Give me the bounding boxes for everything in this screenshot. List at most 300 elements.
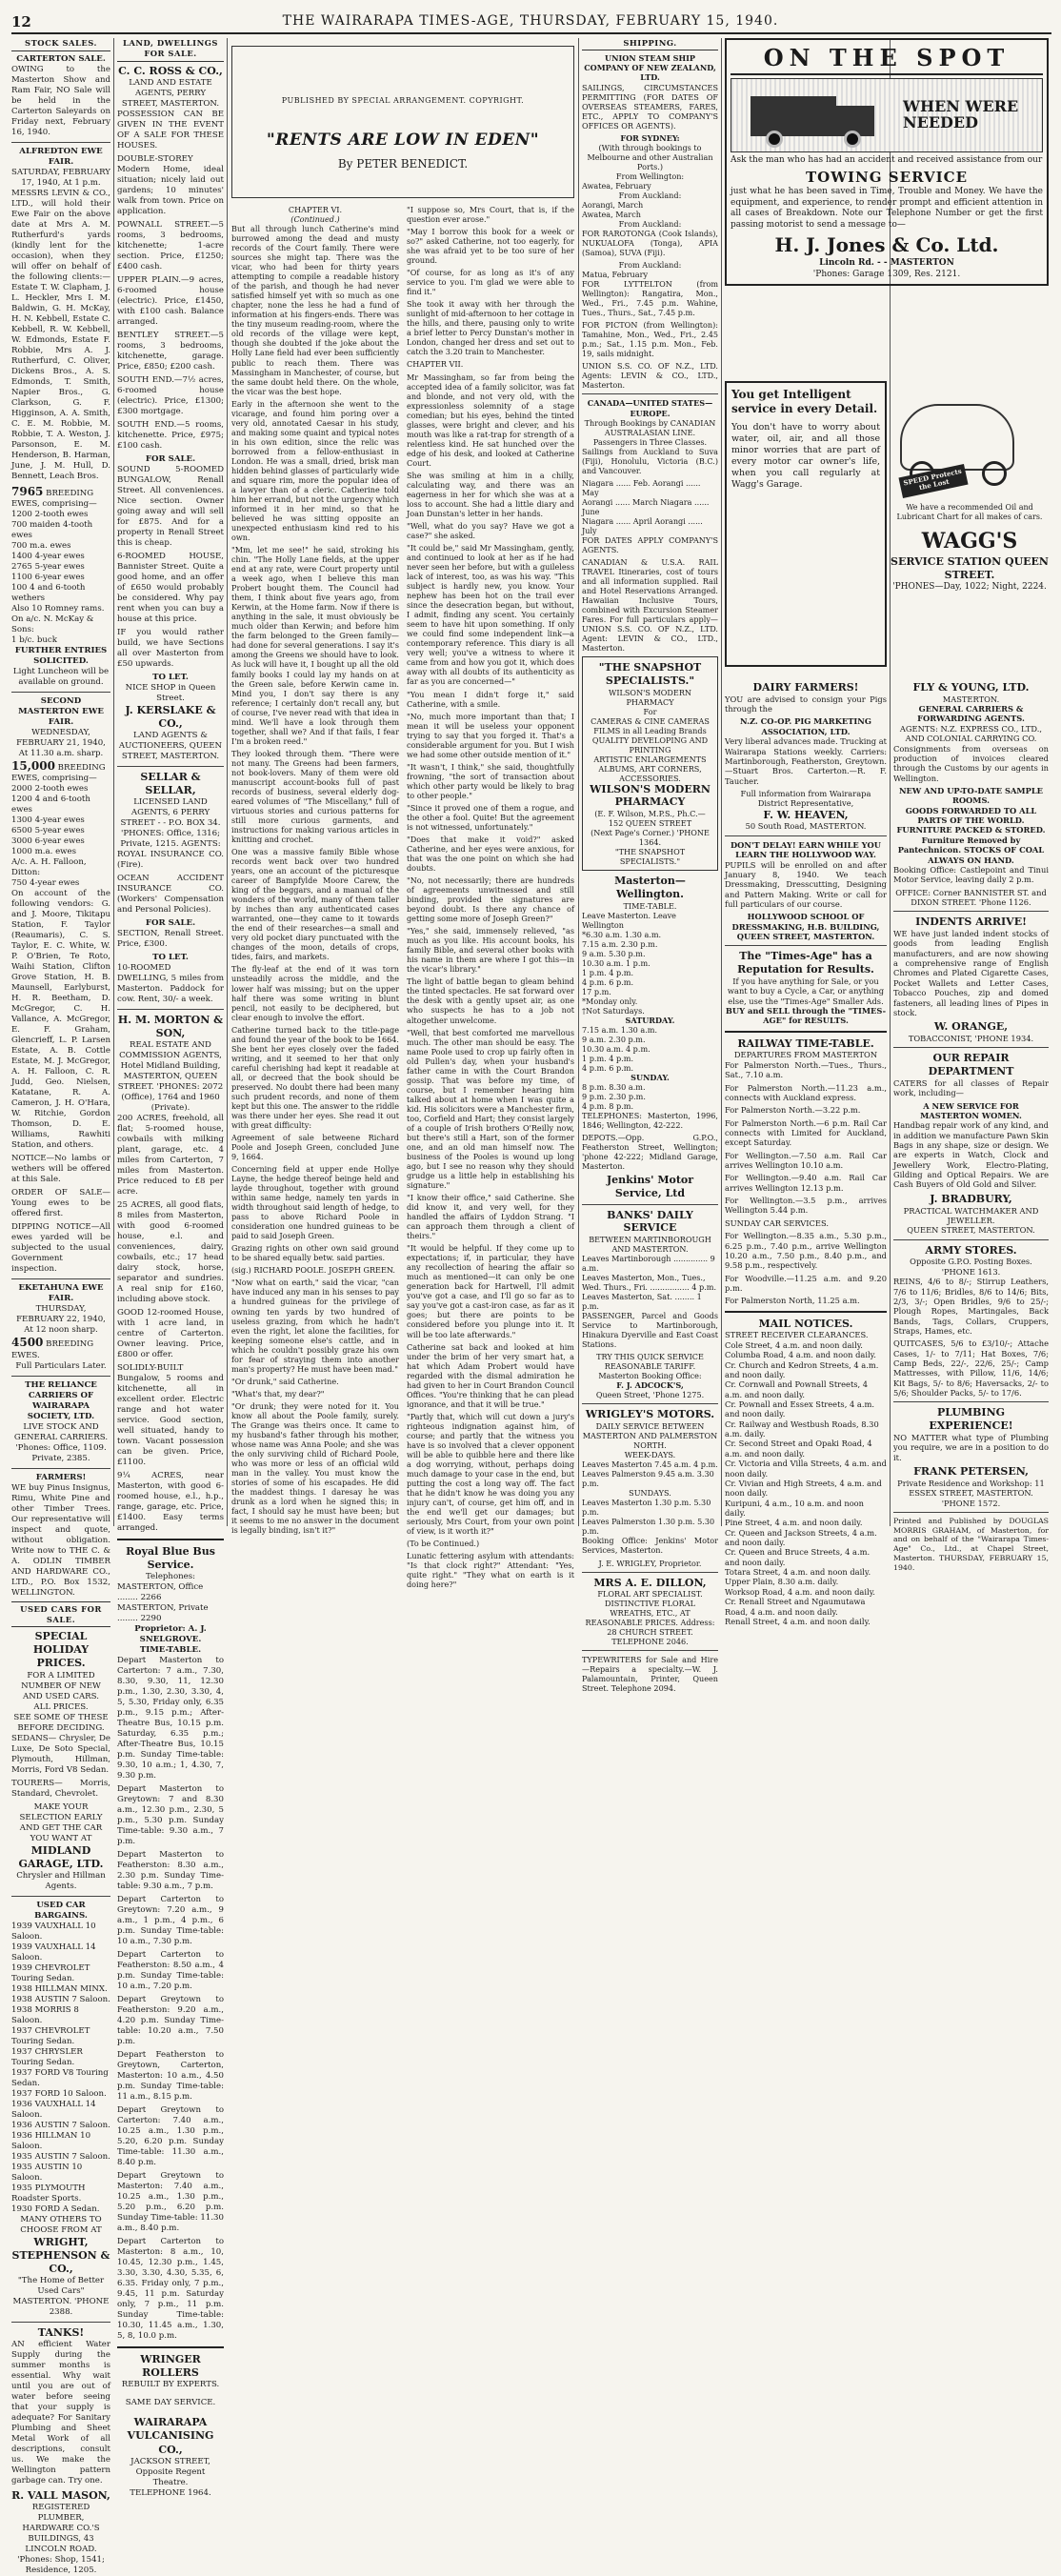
dairy-assoc: N.Z. CO-OP. PIG MARKETING ASSOCIATION, LTD.	[740, 716, 871, 736]
see-some: SEE SOME OF THESE BEFORE DECIDING.	[13, 1712, 109, 1733]
timetable-row: SUNDAY CAR SERVICES.	[725, 1218, 829, 1228]
pupils: PUPILS will be enrolled on and after January 8, 1940. We teach Dressmaking, Dresscutting, Designing and Pattern Making. Write or call for full particulars of our course.	[725, 859, 887, 909]
timetable-row: Leaves Palmerston 1.30 p.m. 5.30 p.m.	[582, 1517, 715, 1537]
timetable-row: 4 p.m. 6 p.m.	[582, 1063, 634, 1074]
wright-sub: "The Home of Better Used Cars"	[17, 2275, 105, 2296]
bus-time-row: Depart Greytown to Masterton: 7.40 a.m., 10.25 a.m., 1.30 p.m., 5.20 p.m., 6.20 p.m. Sunday Time-table: 11.30 a.m., 8.40 p.m.	[117, 2171, 224, 2234]
story-paragraph: CHAPTER VII.	[407, 359, 464, 370]
mason-sub: REGISTERED PLUMBER, HARDWARE CO.'S BUILDINGS, 43 LINCOLN ROAD.	[22, 2503, 100, 2555]
mw-title: Masterton—Wellington.	[614, 875, 686, 900]
listing-item: 200 ACRES, freehold, all flat; 5-roomed house, cowbails with milking plant, garage, etc. 4 miles from Carterton, 7 miles from Masterton. Price reduced to £8 per acre.	[117, 1114, 224, 1197]
eketahuna-count: 4500	[11, 1336, 44, 1350]
on-the-spot: ON THE SPOT	[731, 44, 1043, 75]
timetable-row: For Palmerston North.—11.23 a.m., connects with Auckland express.	[725, 1082, 887, 1102]
timetable-row: Cr. Queen and Bruce Streets, 4 a.m. and noon daily.	[725, 1547, 871, 1567]
list-item: 2000 2-tooth ewes	[11, 784, 89, 795]
intelligent-service: You get Intelligent service in every Detail.	[731, 388, 878, 415]
reliance-title: THE RELIANCE CARRIERS OF WAIRARAPA SOCIETY, LTD.	[25, 1379, 97, 1421]
list-item: 1936 VAUXHALL 14 Saloon.	[11, 2099, 96, 2120]
timetable-row: Leaves Masterton 1.30 p.m. 5.30 p.m.	[582, 1498, 711, 1518]
plumbing-body: NO MATTER what type of Plumbing you require, we are in a position to do it.	[893, 1432, 1049, 1462]
wrigley-sub: DAILY SERVICE BETWEEN MASTERTON AND PALMERSTON NORTH.	[582, 1421, 718, 1451]
second-fair-date: WEDNESDAY, FEBRUARY 21, 1940, At 11.30 a.m. sharp.	[16, 728, 106, 759]
timetable-row: For Wellington.—9.40 a.m. Rail Car arrives Wellington 12.13 p.m.	[725, 1173, 887, 1193]
matua: Matua, February	[582, 270, 649, 280]
timetable-row: Upper Plain, 8.30 a.m. daily.	[725, 1577, 839, 1587]
timetable-row: Leaves Masterton, Mon., Tues., Wed. Thurs., Fri. ................ 4 p.m.	[582, 1273, 717, 1293]
alfredton-date: SATURDAY, FEBRUARY 17, 1940, At 1 p.m.	[11, 167, 110, 188]
hj-phone: 'Phones: Garage 1309, Res. 2121.	[812, 269, 961, 279]
story-paragraph: Grazing rights on other own said ground to be shared equally betw. said parties.	[231, 1243, 399, 1263]
luncheon-note: Light Luncheon will be available on ground.	[12, 667, 110, 688]
story-paragraph: Concerning field at upper ende Hollye Layne, the hedge thereof beinge held and layde throughout, together with ground within same hedge, namely ten yards in width throughout said length of hedge, to pass to above Richard Poole in consideration one hundred guineas to be paid to said Joseph Green.	[231, 1164, 399, 1241]
ask-the-man: Ask the man who has had an accident and received assistance from our	[731, 154, 1043, 165]
tourers-list: TOURERS— Morris, Standard, Chevrolet.	[11, 1778, 110, 1799]
ewes-list	[11, 510, 110, 646]
list-item: 1200 4 and 6-tooth ewes	[11, 795, 90, 815]
list-item: 1937 FORD V8 Touring Sedan.	[11, 2067, 109, 2088]
list-item: QUALITY DEVELOPING AND PRINTING	[591, 735, 709, 755]
bradbury: J. BRADBURY,	[930, 1192, 1012, 1205]
list-item: 1939 VAUXHALL 14 Saloon.	[11, 1942, 96, 1962]
story-paragraph: She was smiling at him in a chilly, calculating way, and there was an eagerness in her for which she was at a loss to account. She had a little diary and Joan Dunstan's letter in her hands.	[407, 470, 574, 518]
dillon-title: MRS A. E. DILLON,	[593, 1576, 707, 1589]
story-author: By PETER BENEDICT.	[337, 157, 469, 171]
story-paragraph: (sig.) RICHARD POOLE. JOSEPH GREEN.	[231, 1265, 395, 1276]
story-paragraph: Lunatic fettering asylum with attendants: "Is that clock right?" Attendant: "Yes, quite right." "They what on earth is it doing here?"	[407, 1551, 574, 1590]
wrigley-booking: Booking Office: Jenkins' Motor Services, Masterton.	[582, 1536, 718, 1556]
sailing-row: Niagara ...... April Aorangi ...... July	[582, 515, 703, 535]
farmers-body: WE buy Pinus Insignus, Rimu, White Pine and other Timber Trees. Our representative will inspect and quote, without obligation. Write now to THE C. & A. ODLIN TIMBER AND HARDWARE CO., LTD., P.O. Box 1532, WELLINGTON.	[11, 1482, 110, 1598]
timetable-row: Renall Street, 4 a.m. and noon daily.	[725, 1616, 871, 1626]
farmers-title: FARMERS!	[35, 1472, 87, 1482]
wrigley-sun-rows	[582, 1498, 718, 1536]
list-item: 1300 4-year ewes	[11, 815, 85, 826]
chapter-six: CHAPTER VI.	[288, 205, 343, 214]
indents-title: INDENTS ARRIVE!	[915, 916, 1027, 929]
from-auckland-2: From Auckland:	[618, 218, 682, 229]
snapshot-list	[587, 716, 713, 783]
wringer-sub: REBUILT BY EXPERTS.	[121, 2380, 220, 2390]
carterton-title: CARTERTON SALE.	[16, 53, 106, 64]
timetable-row: 10.30 a.m. 1 p.m.	[582, 957, 651, 968]
timetable-row: 9 p.m. 2.30 p.m.	[582, 1092, 646, 1102]
list-item: Also 10 Romney rams.	[11, 604, 105, 614]
waggs-title: WAGG'S	[921, 529, 1018, 554]
bradbury-sub: PRACTICAL WATCHMAKER AND JEWELLER.	[903, 1205, 1039, 1225]
list-item: 1935 PLYMOUTH Roadster Sports.	[11, 2183, 86, 2204]
ocean-insurance: OCEAN ACCIDENT INSURANCE CO. (Workers' Compensation and Personal Policies).	[117, 873, 224, 915]
times-age-body: If you have anything for Sale, or you want to buy a Cycle, a Car, or anything else, use the "Times-Age" Smaller Ads.	[727, 976, 885, 1006]
army-body: REINS, 4/6 to 8/-; Stirrup Leathers, 7/6 to 11/6; Bridles, 8/6 to 14/6; Bits, 2/3, 3/-; Open Bridles, 9/6 to 25/-; Plough Ropes, Martingales, Back Bands, Tags, Collars, Cruppers, Straps, Hames, etc.	[893, 1277, 1049, 1336]
story-paragraph: (To be Continued.)	[407, 1539, 480, 1549]
repair-title: OUR REPAIR DEPARTMENT	[928, 1052, 1014, 1078]
lyttelton: FOR LYTTELTON (from Wellington): Rangatira, Mon., Wed., Fri., 7.45 p.m. Wahine, Tues., Thurs., Sat., 7.45 p.m.	[582, 279, 718, 318]
story-paragraph: "Well, that best comforted me marvellous much. The other man should be easy. The name Poole used to crop up fairly often in old Pullen's day, when your husband's father came in with the Court Brandon gossip. That was before my time, of course, but I remember hearing him talked about at home when I was quite a kid. His solicitors were a Manchester firm, too, Corfield and Hart; they consist largely of a couple of Irish brothers O'Reilly now, but there's still a Hart, son of the former one, and an old man himself now. The business of the Pooles is wound up long ago, but I see no reason why they should grudge us a little help in establishing his signature."	[407, 1027, 574, 1191]
timetable-row: 1 p.m. 4 p.m.	[582, 967, 634, 977]
mw-cols: Leave Masterton. Leave Wellington	[582, 910, 676, 930]
special-holiday: SPECIAL HOLIDAY PRICES.	[32, 1630, 90, 1670]
quitcases: QUITCASES, 5/6 to £3/10/-; Attache Cases, 1/- to 7/11; Hat Boxes, 7/6; Camp Beds, 22/-, 22/6, 25/-; Camp Mattresses, with Pillow, 11/6, 14/6; Kit Bags, 5/- to 8/6; Haversacks, 2/- to 5/6; Shoulder Packs, 5/- to 17/6.	[893, 1338, 1049, 1399]
eketahuna-note: Full Particulars Later.	[15, 1360, 107, 1371]
newspaper-title: THE WAIRARAPA TIMES-AGE, THURSDAY, FEBRUARY 15, 1940.	[282, 13, 779, 29]
listing-item: IF you would rather build, we have Sections all over Masterton from £50 upwards.	[117, 627, 224, 669]
timetable-row: Cr. Church and Kedron Streets, 4 a.m. and noon daily.	[725, 1359, 879, 1379]
timetable-row: 10.30 a.m. 4 p.m.	[582, 1044, 651, 1055]
dipping-notice: DIPPING NOTICE—All ewes yarded will be subjected to the usual Government inspection.	[11, 1222, 110, 1275]
list-item: 6500 5-year ewes	[11, 826, 85, 836]
midland-sub: Chrysler and Hillman Agents.	[16, 1870, 106, 1891]
speed-tag: SPEED Protects the Lost	[898, 464, 968, 498]
story-paragraph: She took it away with her through the sunlight of mid-afternoon to her cottage in the hills, and there, pausing only to write a brief letter to Percy Dunstan's mother in London, changed her dress and set out to catch the 3.20 train to Manchester.	[407, 299, 574, 357]
morton-sub: REAL ESTATE AND COMMISSION AGENTS, Hotel Midland Building, MASTERTON, QUEEN STREET. 'PHONES: 2072 (Office), 1764 and 1960 (Private).	[117, 1040, 224, 1114]
list-item: 1939 CHEVROLET Touring Sedan.	[11, 1962, 90, 1983]
second-fair-title: SECOND MASTERTON EWE FAIR.	[18, 696, 104, 728]
heaven-address: 50 South Road, MASTERTON.	[745, 821, 867, 832]
story-paragraph: "May I borrow this book for a week or so?" asked Catherine, not too eagerly, for she was afraid yet to be too sure of her ground.	[407, 227, 574, 266]
weekdays: WEEK-DAYS.	[624, 1450, 676, 1460]
story-title: "RENTS ARE LOW IN EDEN"	[266, 131, 540, 150]
timetable-row: For Wellington.—3.5 p.m., arrives Wellington 5.44 p.m.	[725, 1196, 887, 1216]
bus-time-row: Depart Carterton to Masterton: 8 a.m., 10, 10.45, 12.30 p.m., 1.45, 3.30, 3.30, 4.30, 5.35, 6, 6.35. Friday only, 7 p.m., 9.45, 11 p.m. Saturday only, 7 p.m., 11 p.m. Sunday Time-table: 10.30, 11.45 a.m., 1.30, 5, 8, 10.0 p.m.	[117, 2237, 224, 2342]
list-item: 1937 FORD 10 Saloon.	[11, 2088, 107, 2099]
timetable-row: 9 a.m. 5.30 p.m.	[582, 948, 646, 958]
plumbing-title: PLUMBING EXPERIENCE!	[929, 1406, 1013, 1433]
listing-item: 25 ACRES, all good flats, 8 miles from Masterton, with good 6-roomed house, e.l. and conveniences, dairy, cowbails, etc.; 17 head dairy stock, horse, separator and sundries. A real snip for £160, including above stock.	[117, 1200, 224, 1305]
bus-time-row: Depart Carterton to Greytown: 7.20 a.m., 9 a.m., 1 p.m., 4 p.m., 6 p.m. Sunday Time-table: 10 a.m., 7.30 p.m.	[117, 1895, 224, 1947]
column-rule	[578, 38, 579, 1526]
ross-sub: LAND AND ESTATE AGENTS, PERRY STREET, MASTERTON.	[121, 77, 220, 109]
bus-time-row: Depart Carterton to Featherston: 8.50 a.m., 4 p.m. Sunday Time-table: 10 a.m., 7.20 p.m.	[117, 1950, 224, 1992]
typewriters: TYPEWRITERS for Sale and Hire—Repairs a specialty.—W. J. Palamountain, Printer, Queen Street. Telephone 2094.	[582, 1655, 718, 1694]
fly-new: NEW AND UP-TO-DATE SAMPLE ROOMS.	[898, 785, 1044, 806]
list-item: 1936 HILLMAN 10 Saloon.	[11, 2130, 91, 2151]
story-paragraph: They looked through them. "There were not many. The Greens had been farmers, not book-lovers. Many of them were old manuscript account-books full of past records of business, several elderly dog-eared volumes of "The Miscellany," full of virtuous stories and curious patterns for still more curious garments, and instructions for making various articles in knitting and crochet.	[231, 748, 399, 845]
same-day: SAME DAY SERVICE.	[125, 2398, 216, 2408]
niagara-schedule	[582, 478, 718, 535]
bargains-title: USED CAR BARGAINS.	[34, 1900, 88, 1921]
fly-office: OFFICE: Corner BANNISTER ST. and DIXON STREET. 'Phone 1126.	[895, 887, 1047, 907]
story-paragraph: "Of course, for as long as it's of any service to you. I'm glad we were able to find it."	[407, 268, 574, 297]
story-paragraph: "Does that make it void?" asked Catherine, and her eyes were anxious, for that was the one point on which she had doubts.	[407, 834, 574, 874]
dairy-info: Full information from Wairarapa District Representative,	[740, 788, 871, 809]
column-rule	[113, 38, 114, 1526]
passengers: Passengers in Three Classes.	[592, 436, 708, 447]
imprint: Printed and Published by DOUGLAS MORRIS GRAHAM, of Masterton, for and on behalf of the "Wairarapa Times-Age" Co., Ltd., at Chapel Street, Masterton. THURSDAY, FEBRUARY 15, 1940.	[893, 1516, 1049, 1572]
timetable-row: For Woodville.—11.25 a.m. and 9.20 p.m.	[725, 1273, 887, 1293]
from-auckland-3: From Auckland:	[618, 260, 682, 271]
bus-time-row: Depart Greytown to Carterton: 7.40 a.m., 10.25 a.m., 1.30 p.m., 5.20, 6.20 p.m. Sunday Time-table: 11.30 a.m., 8.40 p.m.	[117, 2105, 224, 2168]
second-body: On account of the following vendors: G. and J. Moore, Tikitapu Station, F. Taylor (Reaumaris), C. S. Taylor, E. C. White, W. P. O'Brien, Te Roto, Waihi Station, Clifton Grove Station, H. B. Maunsell, Earlyburst, H. R. Beetham, D. McGregor, C. H. Vallance, A. McGregor, E. F. Graham, Glencrieff, L. P. Larsen Estate, A. B. Cottle Estate, M. J. McGregor, A. H. Falloon, C. R. Judd, Geo. Nielsen, Katatane, R. A. Cameron, J. H. O'Hara, W. Ritchie, Gordon Thomson, D. E. Williams, Rawhiti Station, and others.	[11, 889, 110, 1151]
wright-stephenson: WRIGHT, STEPHENSON & CO.,	[11, 2235, 110, 2275]
vulcanising-opp: Opposite Regent Theatre.	[135, 2466, 206, 2487]
sedans-list: SEDANS— Chrysler, De Luxe, De Soto Special, Plymouth, Hillman, Morris, Ford V8 Sedan.	[11, 1733, 110, 1775]
motoring-column	[725, 38, 1049, 352]
list-item: FILMS in all Leading Brands	[593, 725, 707, 735]
serial-header-box	[231, 46, 574, 198]
make-selection: MAKE YOUR SELECTION EARLY AND GET THE CAR YOU WANT AT	[19, 1801, 103, 1843]
canadian-rail: CANADIAN & U.S.A. RAIL TRAVEL Itineraries, cost of tours and all information supplied. Rail and Hotel Reservations Arranged. Hawaiian Inclusive Tours, combined with Excursion Steamer Fares. For full particulars apply— UNION S.S. CO. OF N.Z., LTD. Agent: LEVIN & CO., LTD., Masterton.	[582, 556, 718, 654]
dillon-sub: FLORAL ART SPECIALIST.	[597, 1589, 703, 1600]
sailing-row: Niagara ...... Feb. Aorangi ...... May	[582, 477, 701, 497]
awatea-march: Awatea, March	[582, 209, 641, 219]
list-item: 1930 FORD A Sedan.	[11, 2204, 100, 2214]
dont-delay: DON'T DELAY! EARN WHILE YOU LEARN THE HOLLYWOOD WAY.	[730, 839, 882, 860]
timetable-row: Cr. Railway and Westbush Roads, 8.30 a.m. daily.	[725, 1419, 879, 1439]
listing-item: 6-ROOMED HOUSE, Bannister Street. Quite a good home, and an offer of £650 would probably be considered. Why pay rent when you can buy a house at this price.	[117, 551, 224, 624]
eketahuna-date: THURSDAY, FEBRUARY 22, 1940, At 12 noon sharp.	[16, 1304, 106, 1336]
list-item: 1939 VAUXHALL 10 Saloon.	[11, 1921, 96, 1942]
timetable-row: Cr. Renall Street and Ngaumutawa Road, 4 a.m. and noon daily.	[725, 1597, 866, 1617]
wringer-title: WRINGER ROLLERS	[140, 2353, 201, 2380]
list-item: 1935 AUSTIN 7 Saloon.	[11, 2151, 110, 2162]
story-text-b	[407, 205, 574, 1589]
story-column-b	[407, 205, 574, 1590]
towing-service: TOWING SERVICE	[805, 169, 969, 187]
timetable-row: Cr. Victoria and Villa Streets, 4 a.m. and noon daily.	[725, 1459, 887, 1479]
phone-line: MASTERTON, Office ........ 2266	[117, 1582, 204, 1603]
sellar-sub: LICENSED LAND AGENTS, 6 PERRY STREET - - P.O. BOX 34. 'PHONES: Office, 1316; Private, 1215. AGENTS:	[120, 796, 221, 849]
fly-young-title: FLY & YOUNG, LTD.	[912, 681, 1030, 694]
story-paragraph: Early in the afternoon she went to the vicarage, and found him poring over a very old, annotated Caesar in his study, and making some quaint and typical notes in his own edition, since the relic was borrowed from a fellow-enthusiast in London. He was a small, dried, brisk man hidden behind glasses of particularly wide and square rim, more the popular idea of a lawyer than of a cleric. Catherine told him her errand, but not the urgency which informed it in her mind, so that he believed he was sitting opposite an unexpected enthusiasm kind red to his own.	[231, 398, 399, 543]
timetable-row: Cr. Second Street and Opaki Road, 4 a.m. and noon daily.	[725, 1439, 872, 1459]
wrigley-title: WRIGLEY'S MOTORS.	[585, 1408, 715, 1421]
many-others: MANY OTHERS TO CHOOSE FROM AT	[20, 2214, 102, 2235]
bus-time-row: Depart Masterton to Featherston: 8.30 a.m., 2.30 p.m. Sunday Time-table: 9.30 a.m., 7 p.m.	[117, 1850, 224, 1892]
story-paragraph: "Since it proved one of them a rogue, and the other a fool. Quite! But the agreement is not witnessed, unfortunately."	[407, 802, 574, 832]
list-item: 1937 CHRYSLER Touring Sedan.	[11, 2046, 83, 2067]
timetable-row: Pine Street, 4 a.m. and noon daily.	[725, 1518, 863, 1528]
story-paragraph: Catherine turned back to the title-page and found the year of the book to be 1664. She bent her eyes closely over the faded writing, and it seemed to her that only careful cherishing had kept it readable at all, or decreed that the book should be preserved. No doubt there had been many such prudent records, and none of them kept but this one. The answer to the riddle was there under her eyes. She read it out with great difficulty:	[231, 1024, 399, 1130]
list-item: 1400 4-year ewes	[11, 552, 85, 562]
for-sale-heading: FOR SALE.	[145, 453, 196, 464]
listing-item: POWNALL STREET.—5 rooms, 3 bedrooms, kitchenette; 1-acre section. Price, £1250; £400 cash.	[117, 219, 224, 272]
dillon-body: DISTINCTIVE FLORAL WREATHS, ETC., AT REASONABLE PRICES. Address: 28 CHURCH STREET. TELEPHONE 2046.	[585, 1599, 715, 1647]
listing-item: SOUTH END.—5 rooms, kitchenette. Price, £975; £100 cash.	[117, 419, 224, 451]
timetable-row: 4 p.m. 6 p.m.	[582, 976, 634, 987]
timetable-row: For Palmerston North.—Tues., Thurs., Sat., 7.10 a.m.	[725, 1059, 887, 1080]
list-item: On a/c. N. McKay & Sons:	[11, 614, 94, 635]
try-service: TRY THIS QUICK SERVICE REASONABLE TARIFF.	[596, 1352, 704, 1372]
timetable-row: For Wellington.—8.35 a.m., 5.30 p.m., 6.25 p.m., 7.40 p.m., arrive Wellington 10.20 a.m., 7.50 p.m., 8.40 p.m., and 9.58 p.m., respectively.	[725, 1231, 887, 1271]
rarotonga: FOR RAROTONGA (Cook Islands), NUKUALOFA (Tonga), APIA (Samoa), SUVA (Fiji).	[582, 228, 718, 258]
timetable-row: Cr. Pownall and Essex Streets, 4 a.m. and noon daily.	[725, 1399, 874, 1419]
listing-item: POSSESSION CAN BE GIVEN IN THE EVENT OF A SALE FOR THESE HOUSES.	[117, 109, 224, 151]
canada-title: CANADA—UNITED STATES—EUROPE.	[587, 398, 713, 418]
to-let-heading: TO LET.	[152, 672, 189, 682]
listing-item: GOOD 12-roomed House, with 1 acre land, in centre of Carterton. Owner leaving. Price, £800 or offer.	[117, 1308, 224, 1360]
vulcanising-street: JACKSON STREET,	[130, 2456, 210, 2466]
sellar-for-sale: FOR SALE.	[145, 917, 196, 928]
wilsons-tag: "THE SNAPSHOT SPECIALISTS."	[614, 847, 686, 867]
buy-sell: BUY and SELL through the "TIMES-AGE" for RESULTS.	[725, 1005, 887, 1026]
bradbury-address: QUEEN STREET, MASTERTON.	[907, 1225, 1035, 1236]
kerslake-title: J. KERSLAKE & CO.,	[125, 703, 216, 730]
story-paragraph: "It wasn't, I think," she said, thoughtfully frowning, "the sort of transaction about which other party would be likely to brag to other people."	[407, 761, 574, 800]
awatea-feb: Awatea, February	[582, 180, 651, 191]
mw-telephones: TELEPHONES: Masterton, 1996, 1846; Wellington, 42-222.	[582, 1111, 718, 1131]
services-column	[893, 681, 1049, 1572]
listing-item: BENTLEY STREET.—5 rooms, 3 bedrooms, kitchenette, garage. Price, £850; £200 cash.	[117, 330, 224, 372]
orange-sub: TOBACCONIST, 'PHONE 1934.	[908, 1034, 1034, 1044]
phone-line: MASTERTON, Private ........ 2290	[117, 1603, 209, 1624]
list-item: 1000 m.a. ewes	[11, 847, 77, 857]
car-illustration	[891, 385, 1049, 499]
land-dwellings-column	[117, 38, 224, 2498]
royal-blue-tel: Telephones:	[145, 1572, 196, 1582]
royal-blue-prop: Proprietor: A. J. SNELGROVE.	[134, 1624, 207, 1645]
fly-goods: GOODS FORWARDED TO ALL PARTS OF THE WORLD.	[905, 805, 1037, 826]
midland-garage: MIDLAND GARAGE, LTD.	[18, 1843, 104, 1870]
shipping-header: SHIPPING.	[582, 38, 718, 50]
waggs-sub: SERVICE STATION QUEEN STREET.	[891, 554, 1049, 581]
eketahuna-label: BREEDING EWES.	[11, 1339, 94, 1360]
mw-sunday: SUNDAY.	[631, 1073, 670, 1083]
timetable-row: Kuripuni, 4 a.m., 10 a.m. and noon daily.	[725, 1498, 865, 1518]
mw-sat-rows	[582, 1025, 718, 1073]
timetable-row: Leaves Masterton, Sat. ........ 1 p.m.	[582, 1292, 702, 1312]
story-paragraph: One was a massive family Bible whose records went back over two hundred years, one an account of the picturesque career of Bampfylde Moore Carew, the king of the beggars, and a manual of the wonders of the world, many of them taller by inches than any authenticated cases warranted, one—they came to it towards the end of their researches—a small and very old pocket diary punctuated with the changes of the moon, details of crops, tides, fairs, and markets.	[231, 847, 399, 962]
jones-towing-ad	[725, 38, 1049, 286]
hj-address: Lincoln Rd. - - MASTERTON	[819, 258, 954, 269]
sellar-section: SECTION, Renall Street. Price, £300.	[117, 928, 224, 949]
story-paragraph: "It would be helpful. If they come up to expectations; if, in particular, they have any recollection of hearing the affair so much as mentioned—it can only be one generation back for Hartwell, I'll admit you've got a case, and I'll go so far as to say you've got a cast-iron case, as far as it goes; but there are points to be considered before you plunge into it. It will be too late afterwards."	[407, 1243, 574, 1339]
heaven: F. W. HEAVEN,	[763, 808, 849, 821]
timetable-row: Worksop Road, 4 a.m. and noon daily.	[725, 1586, 875, 1597]
list-item: 3000 6-year ewes	[11, 836, 85, 847]
bus-time-row: Depart Masterton to Carterton: 7 a.m., 7.30, 8.30, 9.30, 11, 12.30 p.m., 1.30, 2.30, 3.30, 4, 5, 5.30, Friday only, 6.35 p.m., 9.15 p.m.; After-Theatre Bus, 10.15 p.m. Saturday, 6.35 p.m.; After-Theatre Bus, 10.15 p.m. Sunday Time-table: 9.30, 10 a.m.; 1, 4.30, 7, 9.30 p.m.	[117, 1656, 224, 1781]
times-age-reputation: The "Times-Age" has a Reputation for Results.	[737, 950, 874, 976]
masthead	[0, 0, 1061, 34]
banks-booking: Masterton Booking Office:	[598, 1371, 702, 1381]
jenkins: Jenkins' Motor Service, Ltd	[606, 1174, 694, 1200]
bus-time-row: Depart Masterton to Greytown: 7 and 8.30 a.m., 12.30 p.m., 2.30, 5 p.m., 5.30 p.m. Sunday Time-table: 9.30 a.m., 7 p.m.	[117, 1784, 224, 1847]
sellar-to-let: TO LET.	[152, 952, 189, 962]
story-paragraph: "What's that, my dear?"	[231, 1388, 325, 1399]
sellar-title: SELLAR & SELLAR,	[140, 770, 201, 796]
mw-sun-rows	[582, 1082, 718, 1111]
royal-blue-title: Royal Blue Bus Service.	[126, 1545, 215, 1572]
petersen-sub: Private Residence and Workshop: 11 ESSEX STREET, MASTERTON. 'PHONE 1572.	[897, 1478, 1045, 1508]
published-notice: PUBLISHED BY SPECIAL ARRANGEMENT. COPYRIGHT.	[281, 96, 525, 105]
story-paragraph: "It could be," said Mr Massingham, gently, and continued to look at her as if he had never seen her before, but with a guileless lack of interest, too, as was his way. "This subject is hardly new, you know. Your nephew has been hot on the trail ever since the desecration began, but without, I admit, finding any scent. You certainly seem to have hit upon something. If only we could find some independent link—a contemporary reference. This diary is all very well; you've a witness to where it came from and how you got it, which does away with all doubts of its authenticity as far as you are concerned—"	[407, 543, 574, 687]
sailing-row: Aorangi ...... March Niagara ...... June	[582, 496, 710, 516]
column-rule	[227, 38, 228, 1526]
ewes-label: BREEDING EWES, comprising—	[11, 488, 97, 510]
timetable-row: Cole Street, 4 a.m. and noon daily.	[725, 1339, 863, 1350]
ross-items	[117, 110, 224, 452]
mw-saturday: SATURDAY.	[625, 1015, 675, 1025]
timetable-row: For Wellington.—7.50 a.m. Rail Car arrives Wellington 10.10 a.m.	[725, 1150, 887, 1171]
list-item: 750 4-year ewes	[11, 878, 80, 889]
story-paragraph: "I suppose so, Mrs Court, that is, if the question ever arose."	[407, 205, 574, 225]
notice-lambs: NOTICE—No lambs or wethers will be offered at this Sale.	[11, 1154, 110, 1185]
aorangi-march: Aorangi, March	[582, 199, 644, 210]
second-label: BREEDING EWES, comprising—	[11, 763, 106, 784]
timetable-row: Leaves Palmerston 9.45 a.m. 3.30 p.m.	[582, 1469, 714, 1489]
story-text-a	[231, 224, 399, 1535]
carterton-body: OWING to the Masterton Show and Ram Fair, NO Sale will be held in the Carterton Saleyards on Friday next, February 16, 1940.	[11, 64, 110, 137]
bargains-list	[11, 1922, 110, 2215]
story-paragraph: "No, not necessarily; there are hundreds of agreements unwitnessed and still binding, provided the signatures are beyond doubt. Is there any chance of getting some more of Joseph Green?"	[407, 875, 574, 924]
fly-young-body: GENERAL CARRIERS & FORWARDING AGENTS.	[917, 704, 1025, 724]
timetable-row: STREET RECEIVER CLEARANCES.	[725, 1330, 869, 1340]
story-paragraph: "Or drunk; they were noted for it. You know all about the Poole family, surely. The Grange was theirs once. It came to my husband's father through his mother, whose name was Anna Poole; and she was the only surviving child of Richard Poole, who was more or less of an official wild man in the valley. You must know the stories of some of his escapades. He did the maddest things. I daresay he was drunk as a lord when he signed this; in fact, I should say he must have been; but it seems to me no answer in the document is legally binding, isn't it?"	[231, 1400, 399, 1536]
wilsons-address: 152 QUEEN STREET	[608, 818, 692, 829]
story-paragraph: Mr Massingham, so far from being the accepted idea of a family solicitor, was fat and blonde, and not very old, with the expressionless solemnity of a stage comedian; but his eyes, behind the tinted glasses, were bright and clever, and his mouth was like a rat-trap for strength of a relentless kind. He sat hunched over the edge of his desk, and looked at Catherine Court.	[407, 372, 574, 468]
listing-item: SOUTH END.—7½ acres, 6-roomed house (electric). Price, £1300; £300 mortgage.	[117, 374, 224, 416]
mail-rows	[725, 1330, 887, 1626]
fly-booking: Booking Office: Castlepoint and Tinui Motor Service, leaving daily 2 p.m.	[893, 864, 1049, 885]
list-item: 1938 AUSTIN 7 Saloon.	[11, 1994, 110, 2004]
wilsons-next: (Next Page's Corner.) 'PHONE 1364.	[591, 828, 710, 848]
wright-phone: MASTERTON. 'PHONE 2388.	[12, 2296, 110, 2317]
list-item: 1938 MORRIS 8 Saloon.	[11, 2004, 79, 2025]
wilsons-line: WILSON'S MODERN PHARMACY	[609, 687, 691, 707]
banks-title: BANKS' DAILY SERVICE	[607, 1208, 693, 1235]
vulcanising-title: WAIRARAPA VULCANISING CO.,	[127, 2416, 214, 2456]
timetable-row: Cr. Vivian and High Streets, 4 a.m. and noon daily.	[725, 1478, 882, 1499]
bus-times	[117, 1656, 224, 2342]
fly-body2: Consignments from overseas on production of invoices cleared through the Customs by our agents in Wellington.	[893, 743, 1049, 783]
listing-item: UPPER PLAIN.—9 acres, 6-roomed house (electric). Price, £1450, with £100 cash. Balance arranged.	[117, 274, 224, 327]
waggs-phone: 'PHONES—Day, 1022; Night, 2224.	[892, 581, 1047, 592]
shipping-column	[582, 38, 718, 1694]
banks-rows	[582, 1254, 718, 1311]
morton-items	[117, 1114, 224, 1534]
when-needed: WHEN WERE NEEDED	[903, 96, 1019, 132]
list-item: 1 b/c. buck	[11, 635, 57, 646]
morton-title: H. M. MORTON & SON,	[117, 1013, 224, 1039]
timetable-row: 7.15 a.m. 2.30 p.m.	[582, 938, 658, 949]
waggs-ad	[725, 381, 887, 676]
ewes-count: 7965	[11, 484, 44, 498]
fly-agents: AGENTS: N.Z. EXPRESS CO., LTD., AND COLONIAL CARRYING CO.	[899, 723, 1043, 744]
listing-item: 9¼ ACRES, near Masterton, with good 6-roomed house, e.l., h.p., range, garage, etc. Price, £1400. Easy terms arranged.	[117, 1471, 224, 1534]
listing-item: DOUBLE-STOREY Modern Home, ideal situation; nicely laid out gardens; 10 minutes' walk from town. Price on application.	[117, 153, 224, 216]
story-paragraph: Agreement of sale betweene Richard Poole and Joseph Green, concluded June 9, 1664.	[231, 1132, 399, 1162]
vulcanising-phone: TELEPHONE 1964.	[130, 2487, 211, 2498]
mw-timetable: TIME-TABLE.	[623, 900, 677, 911]
wilsons-sub: (E. F. Wilson, M.P.S., Ph.C.—	[594, 809, 706, 819]
used-cars-header: USED CARS FOR SALE.	[11, 1601, 110, 1628]
list-item: 1935 AUSTIN 10 Saloon.	[11, 2162, 83, 2183]
second-count: 15,000	[11, 759, 55, 774]
army-sub: Opposite G.P.O. Posting Boxes. 'PHONE 1613.	[910, 1257, 1032, 1277]
timetable-row: 1 p.m. 4 p.m.	[582, 1054, 634, 1064]
listing-item: SOUND 5-ROOMED BUNGALOW, Renall Street. All conveniences. Nice section. Owner going away and will sell for £875. And for a property in Renall Street this is cheap.	[117, 464, 224, 548]
story-paragraph: The light of battle began to gleam behind the tinted spectacles. He sat forward over the desk with a gently upset air, as one who suspects he has to a job not altogether unwelcome.	[407, 976, 574, 1025]
list-item: A/c. A. H. Falloon, Ditton:	[11, 857, 87, 878]
fly-furniture: FURNITURE PACKED & STORED. Furniture Removed by Pantechnicon. STOCKS OF COAL ALWAYS ON HAND.	[896, 825, 1046, 865]
stock-sales-header: STOCK SALES.	[11, 38, 110, 51]
mw-depots: DEPOTS.—Opp. G.P.O., Featherston Street, Wellington; 'phone 42-222; Midland Garage, Masterton.	[582, 1133, 718, 1172]
timetable-row: Leaves Martinborough .............. 9 a.m.	[582, 1253, 715, 1274]
royal-blue-phones	[117, 1582, 224, 1624]
tanks-body: AN efficient Water Supply during the summer months is essential. Why wait until you are out of water before seeing that your supply is adequate? For Sanitary Plumbing and Sheet Metal Work of all descriptions, consult us. We make the Wellington pattern garbage can. Try one.	[11, 2340, 110, 2486]
army-stores: ARMY STORES.	[925, 1243, 1017, 1257]
timetable-row: Columba Road, 4 a.m. and noon daily.	[725, 1350, 876, 1360]
railway-rows	[725, 1060, 887, 1306]
railway-sub: DEPARTURES FROM MASTERTON	[733, 1050, 878, 1060]
tanks-title: TANKS!	[37, 2325, 85, 2339]
list-item: 1936 AUSTIN 7 Saloon.	[11, 2120, 110, 2130]
tow-truck-illustration	[731, 78, 1043, 152]
eketahuna-title: EKETAHUNA EWE FAIR.	[18, 1283, 104, 1304]
banks-sub: BETWEEN MARTINBOROUGH AND MASTERTON.	[589, 1234, 711, 1254]
timetable-row: Cr. Queen and Jackson Streets, 4 a.m. and noon daily.	[725, 1527, 877, 1548]
list-item: 2765 5-year ewes	[11, 562, 85, 573]
